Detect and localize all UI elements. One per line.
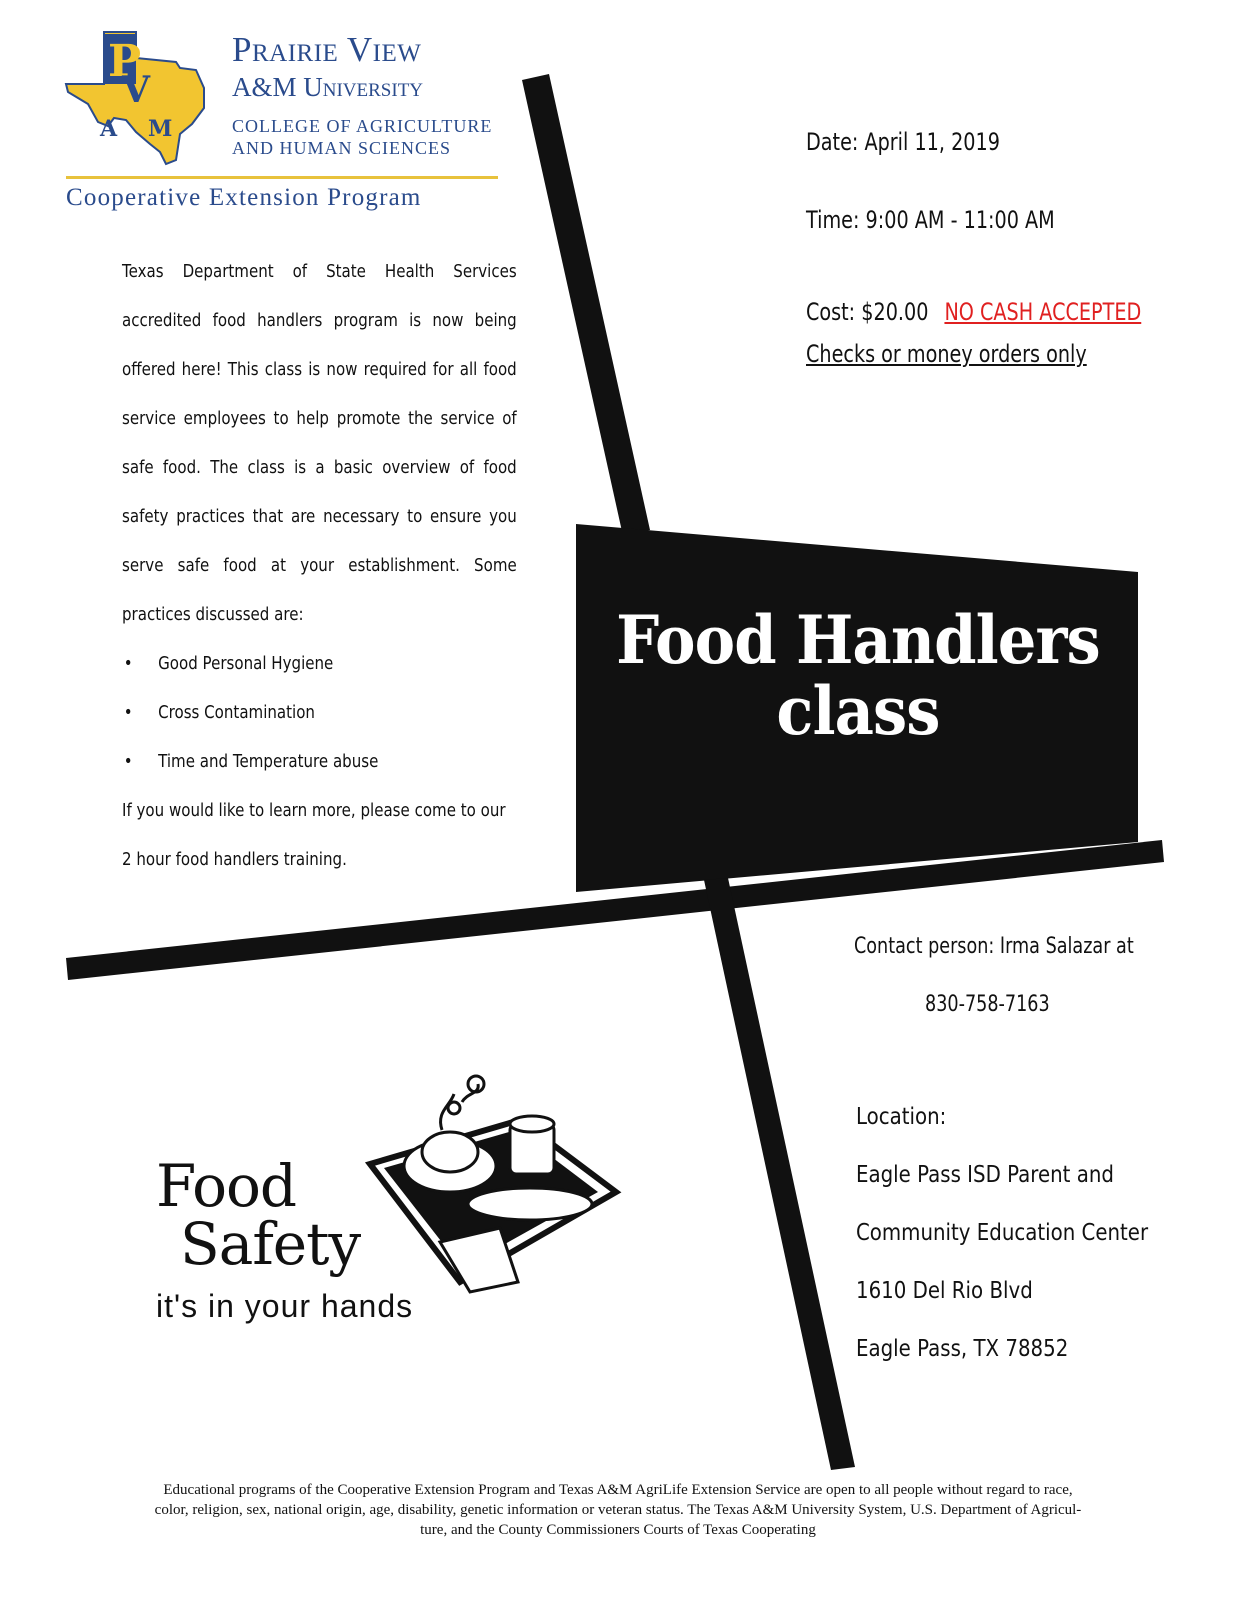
no-cash-notice: NO CASH ACCEPTED (944, 298, 1142, 326)
food-tray-icon (350, 1072, 630, 1302)
list-item (122, 640, 378, 689)
closing-paragraph: If you would like to learn more, please come to our 2 hour food handlers training. (122, 801, 506, 870)
footer-disclaimer (50, 1480, 1186, 1540)
practices-list (122, 640, 378, 787)
title-line1: Food Handlers (616, 601, 1100, 679)
intro-paragraph: Texas Department of State Health Services accredited food handlers program is now being offered here! This class is now required for all food service employees to help promote the service of safe food. The class is a basic overview of food safety practices that are necessary to ensure you serve safe food at your establishment. Some practices discussed are: (122, 262, 517, 625)
location-label: Location: (856, 1104, 947, 1130)
bullet-icon: • (123, 703, 133, 723)
university-name-line2: A&M University (232, 72, 424, 102)
contact-person: Contact person: Irma Salazar at (854, 934, 1134, 959)
bullet-icon: • (123, 752, 133, 772)
svg-text:P: P (108, 36, 142, 87)
svg-text:A: A (100, 116, 118, 142)
event-time: Time: 9:00 AM - 11:00 AM (806, 206, 1055, 234)
food-safety-tagline: it's in your hands (156, 1288, 414, 1324)
list-item-label: Time and Temperature abuse (158, 752, 379, 772)
program-name: Cooperative Extension Program (66, 184, 422, 211)
event-date: Date: April 11, 2019 (806, 128, 1000, 156)
list-item-label: Cross Contamination (158, 703, 315, 723)
contact-phone: 830-758-7163 (925, 992, 1050, 1017)
list-item (122, 689, 378, 738)
footer-line1: Educational programs of the Cooperative Extension Program and Texas A&M AgriLife Extension Service are open to all people without regard to race, (163, 1482, 1073, 1498)
location-line4: Eagle Pass, TX 78852 (856, 1336, 1069, 1362)
bar-upper-diagonal (522, 74, 650, 536)
svg-text:M: M (148, 116, 173, 142)
event-cost: Cost: $20.00 (806, 298, 929, 326)
bar-lower-diagonal (704, 878, 855, 1470)
location-line1: Eagle Pass ISD Parent and (856, 1162, 1114, 1188)
footer-line2: color, religion, sex, national origin, age, disability, genetic information or veteran status. The Texas A&M University System, U.S. Department of Agricul- (154, 1502, 1082, 1518)
footer-line3: ture, and the County Commissioners Courts of Texas Cooperating (420, 1522, 816, 1538)
list-item-label: Good Personal Hygiene (158, 654, 334, 674)
svg-text:V: V (122, 69, 150, 111)
college-name-line1: COLLEGE OF AGRICULTURE (232, 116, 493, 136)
food-safety-word1: Food (156, 1152, 297, 1220)
location-line3: 1610 Del Rio Blvd (856, 1278, 1033, 1304)
title-line2: class (776, 672, 940, 751)
university-name-line1: Prairie View (232, 30, 422, 69)
page-title (600, 601, 1115, 751)
college-name-line2: AND HUMAN SCIENCES (232, 138, 452, 158)
location-line2: Community Education Center (856, 1220, 1149, 1246)
header-divider (66, 176, 498, 179)
event-cost-row (806, 298, 1157, 326)
payment-note: Checks or money orders only (806, 340, 1087, 368)
pvamu-logo-icon (64, 28, 214, 168)
food-safety-word2: Safety (180, 1210, 361, 1278)
list-item (122, 738, 378, 787)
bullet-icon: • (123, 654, 133, 674)
